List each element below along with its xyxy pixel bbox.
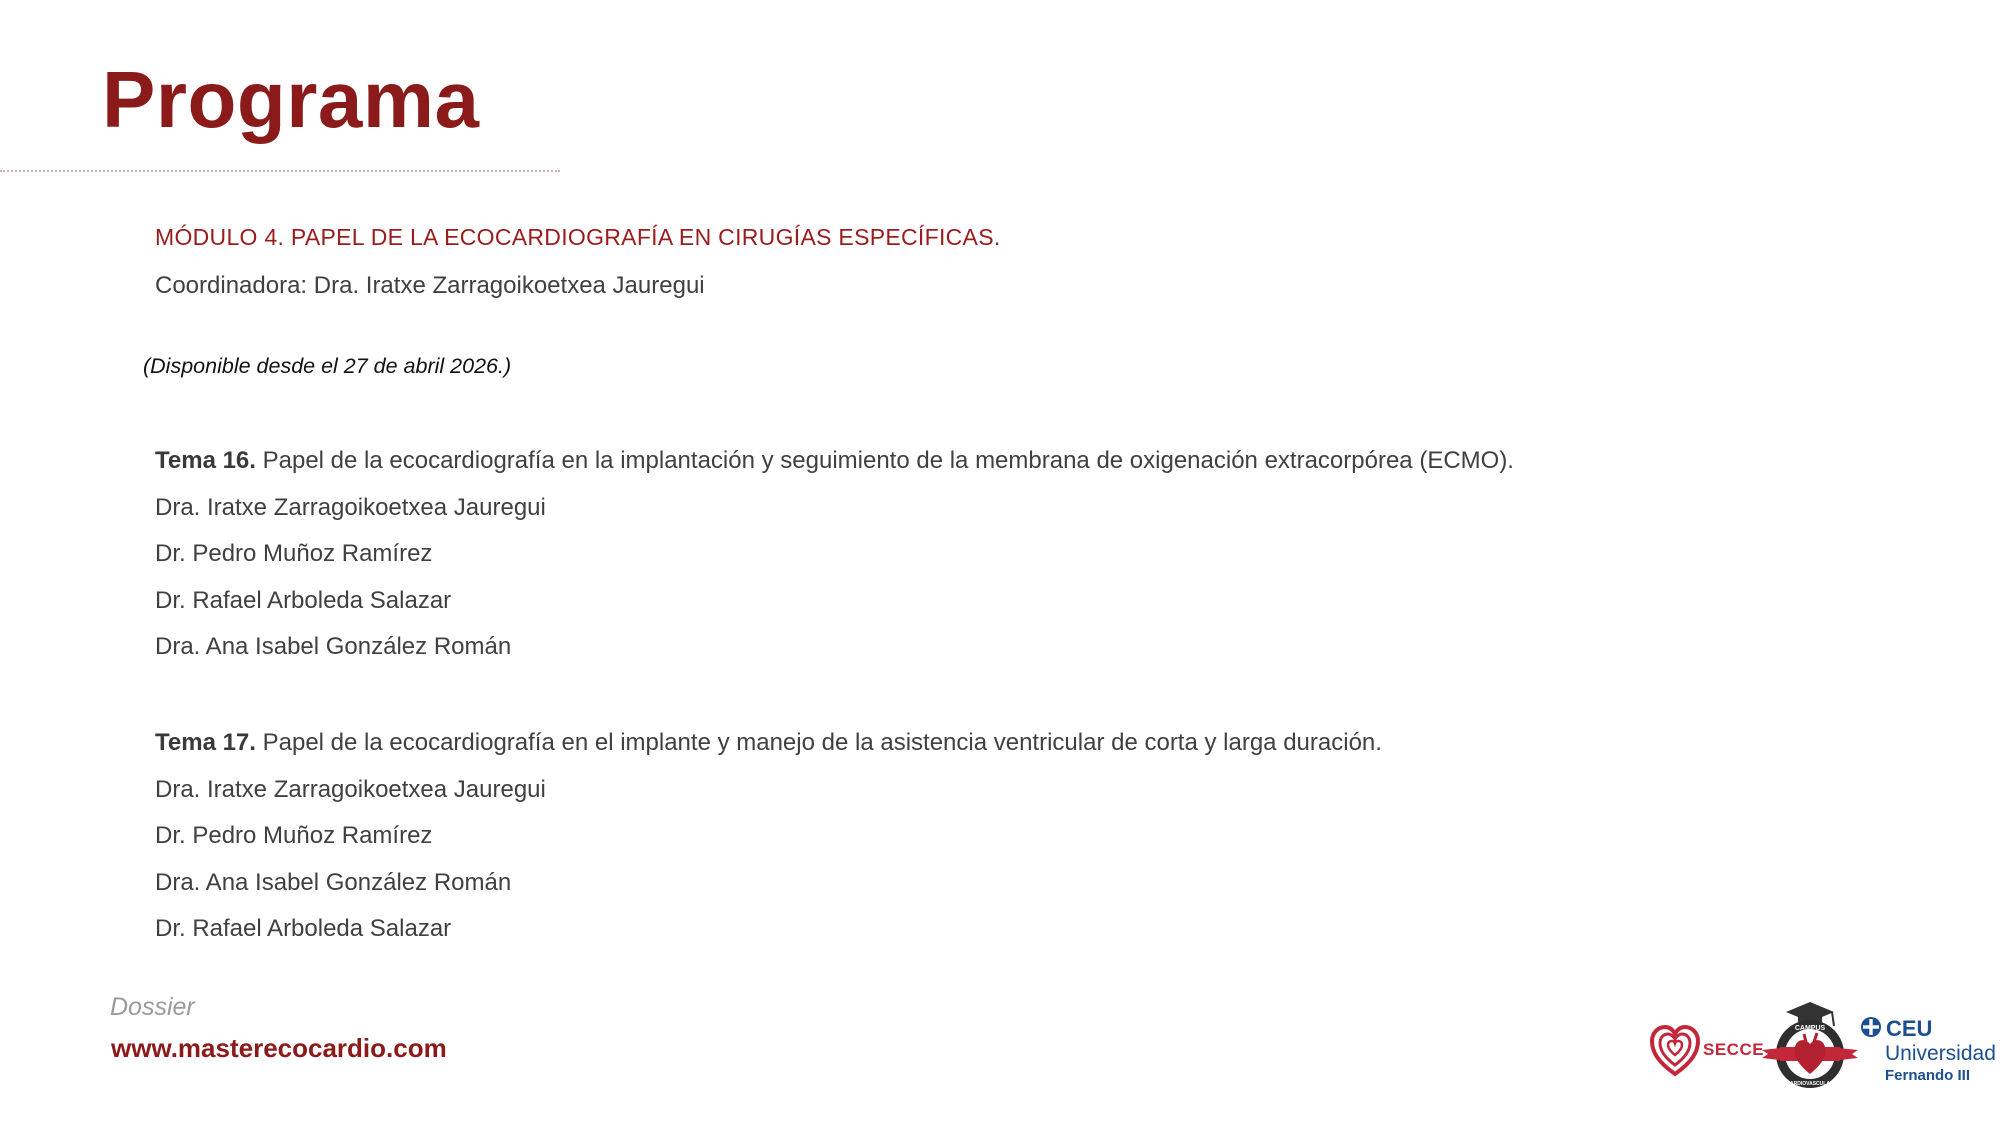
ceu-university-text: Universidad: [1885, 1042, 1996, 1065]
page-title: Programa: [102, 55, 480, 144]
tema-17-section: [155, 720, 1382, 953]
speaker: Dra. Ana Isabel González Román: [155, 868, 512, 896]
campus-cardiovascular-logo: [1760, 1000, 1860, 1092]
ceu-brand-text: CEU: [1886, 1016, 1933, 1041]
tema-16-heading: [155, 438, 1514, 485]
tema-17-description: Papel de la ecocardiografía en el implante y manejo de la asistencia ventricular de corta y larga duración.: [255, 729, 1382, 756]
tema-16-label: Tema 16.: [155, 447, 256, 474]
tema-17-label: Tema 17.: [155, 729, 256, 756]
title-divider: [0, 170, 560, 172]
secce-logo: [1650, 1024, 1765, 1078]
module-title: MÓDULO 4. PAPEL DE LA ECOCARDIOGRAFÍA EN CIRUGÍAS ESPECÍFICAS.: [155, 224, 1001, 250]
tema-16-section: [155, 438, 1514, 671]
secce-logo-text: SECCE: [1703, 1040, 1765, 1059]
speaker: Dra. Iratxe Zarragoikoetxea Jauregui: [155, 775, 546, 803]
speaker: Dr. Pedro Muñoz Ramírez: [155, 822, 433, 849]
tema-17-heading: [155, 720, 1382, 767]
speaker: Dr. Pedro Muñoz Ramírez: [155, 540, 433, 567]
campus-badge-icon: [1760, 1000, 1860, 1092]
footer-dossier-label: Dossier: [110, 993, 195, 1021]
ceu-cross-icon: [1860, 1016, 1882, 1038]
speaker: Dr. Rafael Arboleda Salazar: [155, 586, 452, 614]
heart-icon: [1650, 1024, 1700, 1078]
module-coordinator: Coordinadora: Dra. Iratxe Zarragoikoetxea Jauregui: [155, 272, 705, 299]
campus-bottom-text: CARDIOVASCULAR: [1786, 1081, 1834, 1087]
ceu-logo: [1860, 1016, 1995, 1086]
campus-top-text: CAMPUS: [1794, 1025, 1826, 1032]
speaker: Dra. Ana Isabel González Román: [155, 633, 512, 660]
partner-logos: [1650, 1000, 1995, 1090]
footer-website-link[interactable]: www.masterecocardio.com: [111, 1033, 447, 1063]
ceu-name-text: Fernando III: [1885, 1067, 1971, 1084]
speaker: Dr. Rafael Arboleda Salazar: [155, 915, 452, 942]
availability-note: (Disponible desde el 27 de abril 2026.): [143, 354, 512, 378]
tema-16-description: Papel de la ecocardiografía en la implantación y seguimiento de la membrana de oxigenación extracorpórea (ECMO).: [255, 447, 1514, 474]
speaker: Dra. Iratxe Zarragoikoetxea Jauregui: [155, 493, 546, 521]
